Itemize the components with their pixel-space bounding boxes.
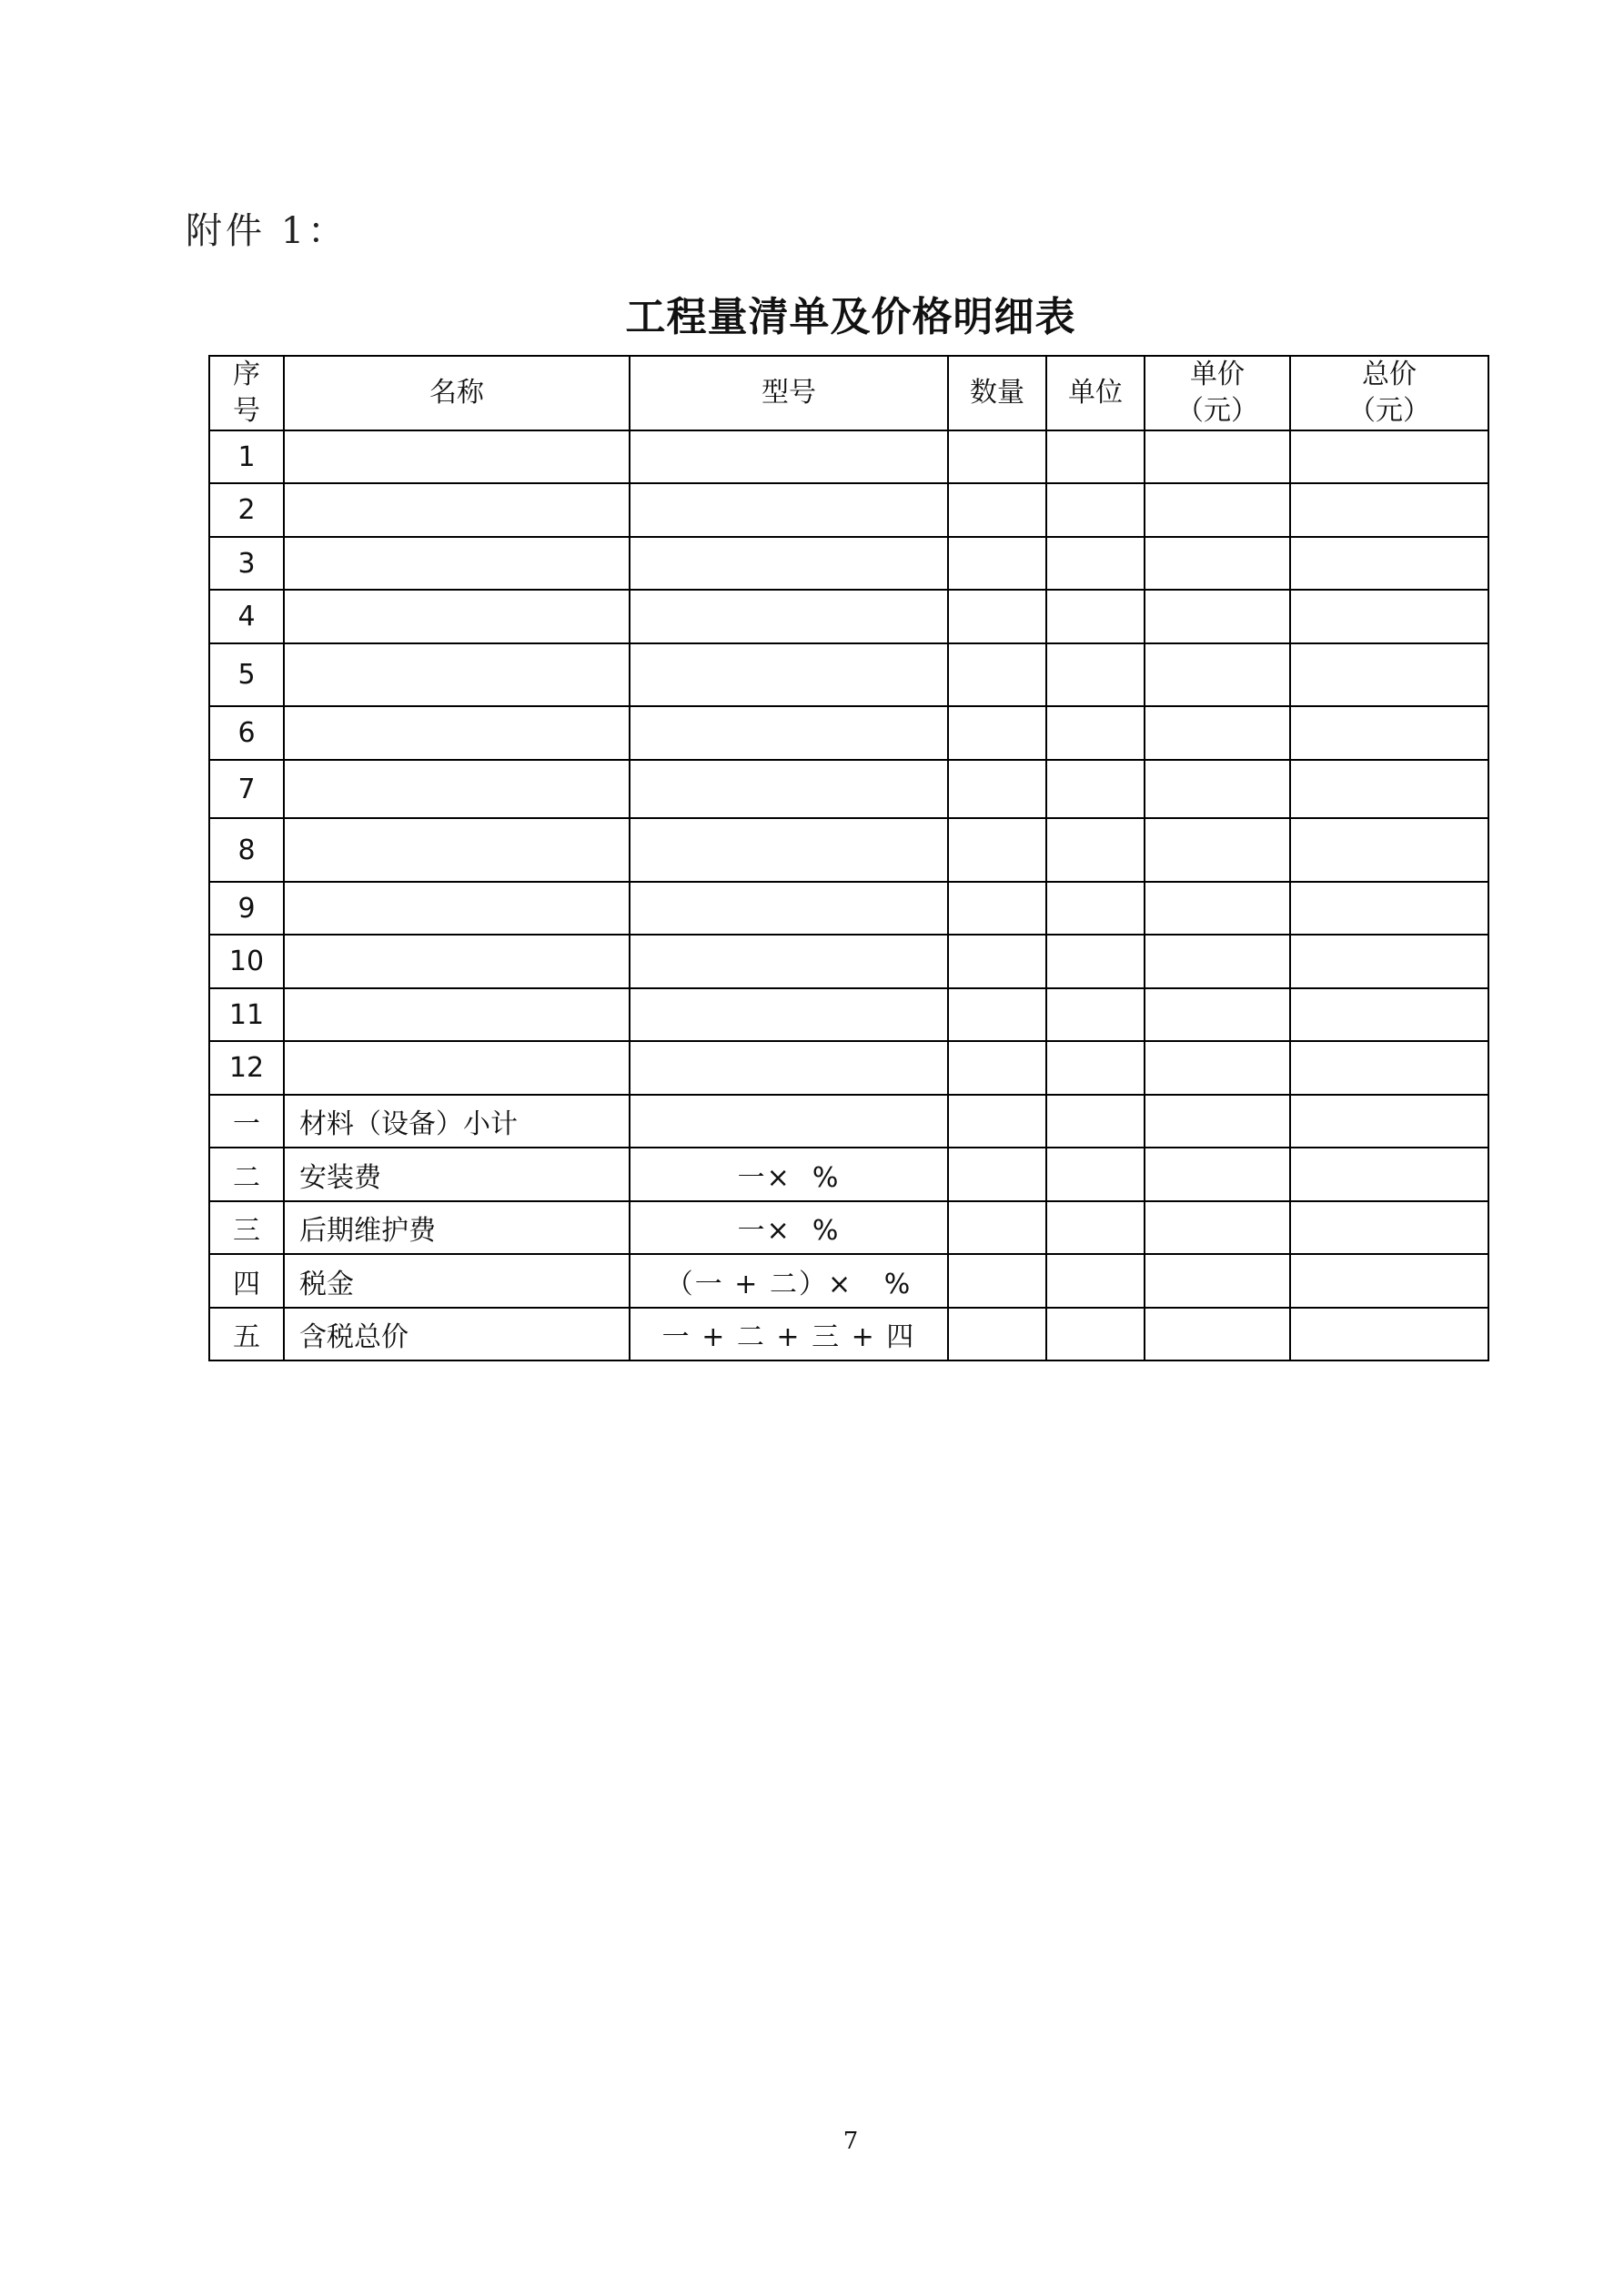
cell-unit-price — [1145, 1308, 1290, 1360]
cell-model — [630, 818, 948, 882]
cell-total-price — [1290, 1308, 1488, 1360]
cell-model — [630, 430, 948, 483]
cell-unit — [1046, 1201, 1145, 1254]
cell-unit-price — [1145, 590, 1290, 643]
row-seq: 8 — [209, 818, 284, 882]
cell-total-price — [1290, 1201, 1488, 1254]
cell-name — [284, 483, 630, 537]
row-seq: 5 — [209, 643, 284, 706]
header-total-price-line1: 总价 — [1362, 359, 1417, 390]
summary-formula: 一× % — [630, 1148, 948, 1201]
cell-model — [630, 760, 948, 818]
cell-unit — [1046, 537, 1145, 590]
cell-unit — [1046, 1254, 1145, 1308]
table-row — [209, 537, 1488, 590]
cell-name — [284, 643, 630, 706]
summary-seq: 四 — [209, 1254, 284, 1308]
cell-total-price — [1290, 430, 1488, 483]
cell-quantity — [948, 1041, 1046, 1095]
header-total-price-line2: （元） — [1348, 395, 1430, 427]
summary-seq: 五 — [209, 1308, 284, 1360]
header-unit: 单位 — [1046, 356, 1145, 430]
cell-unit-price — [1145, 1095, 1290, 1148]
header-model: 型号 — [630, 356, 948, 430]
cell-quantity — [948, 537, 1046, 590]
cell-model — [630, 590, 948, 643]
cell-unit — [1046, 706, 1145, 760]
row-seq: 9 — [209, 882, 284, 935]
summary-name: 材料（设备）小计 — [284, 1095, 630, 1148]
cell-quantity — [948, 590, 1046, 643]
cell-model — [630, 935, 948, 988]
cell-unit — [1046, 643, 1145, 706]
cell-quantity — [948, 1148, 1046, 1201]
cell-unit-price — [1145, 1201, 1290, 1254]
cell-total-price — [1290, 706, 1488, 760]
cell-unit — [1046, 988, 1145, 1041]
row-seq: 4 — [209, 590, 284, 643]
cell-total-price — [1290, 935, 1488, 988]
cell-quantity — [948, 483, 1046, 537]
cell-total-price — [1290, 1148, 1488, 1201]
row-seq: 12 — [209, 1041, 284, 1095]
row-seq: 7 — [209, 760, 284, 818]
cell-unit-price — [1145, 1041, 1290, 1095]
cell-unit-price — [1145, 706, 1290, 760]
cell-quantity — [948, 1254, 1046, 1308]
cell-unit — [1046, 760, 1145, 818]
cell-name — [284, 430, 630, 483]
cell-total-price — [1290, 882, 1488, 935]
cell-name — [284, 537, 630, 590]
header-seq — [209, 356, 284, 430]
cell-quantity — [948, 1201, 1046, 1254]
summary-name: 安装费 — [284, 1148, 630, 1201]
summary-formula — [630, 1095, 948, 1148]
table-row — [209, 643, 1488, 706]
cell-unit-price — [1145, 818, 1290, 882]
summary-formula: 一 + 二 + 三 + 四 — [630, 1308, 948, 1360]
header-name: 名称 — [284, 356, 630, 430]
page-number: 7 — [842, 2128, 859, 2155]
table-row — [209, 483, 1488, 537]
cell-unit-price — [1145, 988, 1290, 1041]
cell-name — [284, 760, 630, 818]
cell-total-price — [1290, 988, 1488, 1041]
cell-quantity — [948, 988, 1046, 1041]
table-row — [209, 760, 1488, 818]
cell-unit-price — [1145, 483, 1290, 537]
row-seq: 10 — [209, 935, 284, 988]
row-seq: 3 — [209, 537, 284, 590]
attachment-label: 附件 1： — [186, 210, 348, 252]
cell-unit — [1046, 1148, 1145, 1201]
cell-total-price — [1290, 1095, 1488, 1148]
cell-quantity — [948, 643, 1046, 706]
row-seq: 11 — [209, 988, 284, 1041]
table-row — [209, 882, 1488, 935]
page-title: 工程量清单及价格明细表 — [625, 294, 1076, 340]
cell-name — [284, 988, 630, 1041]
cell-model — [630, 706, 948, 760]
cell-quantity — [948, 760, 1046, 818]
cell-unit-price — [1145, 1254, 1290, 1308]
cell-unit — [1046, 1041, 1145, 1095]
header-unit-price-line1: 单价 — [1190, 359, 1245, 390]
cell-unit — [1046, 818, 1145, 882]
cell-unit — [1046, 882, 1145, 935]
cell-model — [630, 483, 948, 537]
summary-row — [209, 1254, 1488, 1308]
summary-row — [209, 1095, 1488, 1148]
header-unit-price-line2: （元） — [1176, 395, 1258, 427]
cell-unit — [1046, 1095, 1145, 1148]
summary-row — [209, 1148, 1488, 1201]
cell-quantity — [948, 1308, 1046, 1360]
table-row — [209, 988, 1488, 1041]
cell-name — [284, 590, 630, 643]
cell-name — [284, 706, 630, 760]
cell-name — [284, 935, 630, 988]
cell-total-price — [1290, 643, 1488, 706]
header-unit-price — [1145, 356, 1290, 430]
cell-unit-price — [1145, 760, 1290, 818]
cell-unit-price — [1145, 430, 1290, 483]
row-seq: 1 — [209, 430, 284, 483]
bill-of-quantities-table — [208, 355, 1489, 1361]
cell-quantity — [948, 882, 1046, 935]
cell-unit — [1046, 1308, 1145, 1360]
table-row — [209, 818, 1488, 882]
row-seq: 6 — [209, 706, 284, 760]
summary-row — [209, 1308, 1488, 1360]
cell-total-price — [1290, 590, 1488, 643]
table-row — [209, 590, 1488, 643]
summary-name: 税金 — [284, 1254, 630, 1308]
cell-unit-price — [1145, 643, 1290, 706]
cell-unit-price — [1145, 1148, 1290, 1201]
summary-name: 后期维护费 — [284, 1201, 630, 1254]
summary-seq: 一 — [209, 1095, 284, 1148]
header-total-price — [1290, 356, 1488, 430]
cell-unit-price — [1145, 935, 1290, 988]
cell-model — [630, 882, 948, 935]
cell-quantity — [948, 706, 1046, 760]
cell-model — [630, 643, 948, 706]
cell-unit — [1046, 430, 1145, 483]
cell-unit — [1046, 935, 1145, 988]
cell-model — [630, 537, 948, 590]
cell-unit-price — [1145, 537, 1290, 590]
summary-formula: 一× % — [630, 1201, 948, 1254]
cell-total-price — [1290, 483, 1488, 537]
cell-total-price — [1290, 537, 1488, 590]
table-row — [209, 430, 1488, 483]
cell-total-price — [1290, 1041, 1488, 1095]
table-row — [209, 706, 1488, 760]
cell-name — [284, 882, 630, 935]
cell-total-price — [1290, 1254, 1488, 1308]
summary-seq: 二 — [209, 1148, 284, 1201]
row-seq: 2 — [209, 483, 284, 537]
summary-seq: 三 — [209, 1201, 284, 1254]
cell-quantity — [948, 935, 1046, 988]
header-seq-line2: 号 — [233, 395, 260, 427]
cell-name — [284, 1041, 630, 1095]
cell-model — [630, 1041, 948, 1095]
table-row — [209, 1041, 1488, 1095]
summary-name: 含税总价 — [284, 1308, 630, 1360]
cell-quantity — [948, 430, 1046, 483]
cell-quantity — [948, 818, 1046, 882]
cell-unit — [1046, 590, 1145, 643]
summary-formula: （一 + 二）× % — [630, 1254, 948, 1308]
table-row — [209, 935, 1488, 988]
header-row — [209, 356, 1488, 430]
cell-total-price — [1290, 818, 1488, 882]
cell-total-price — [1290, 760, 1488, 818]
header-quantity: 数量 — [948, 356, 1046, 430]
cell-model — [630, 988, 948, 1041]
cell-unit — [1046, 483, 1145, 537]
cell-name — [284, 818, 630, 882]
summary-row — [209, 1201, 1488, 1254]
cell-unit-price — [1145, 882, 1290, 935]
header-seq-line1: 序 — [233, 359, 260, 390]
cell-quantity — [948, 1095, 1046, 1148]
